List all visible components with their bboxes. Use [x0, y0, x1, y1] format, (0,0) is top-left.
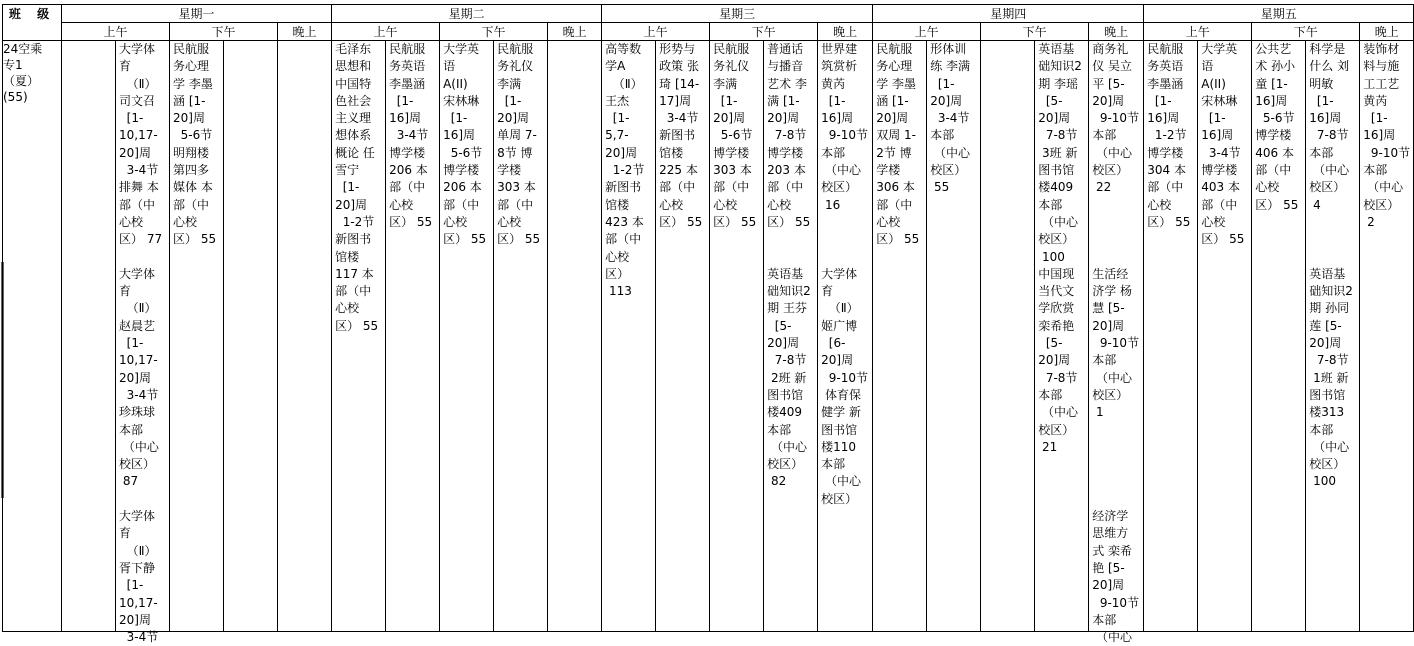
schedule-cell[interactable] — [1360, 41, 1414, 632]
course-entry[interactable]: 科学是 什么 刘 明敏 [1- 16]周 7-8节 本部 （中心 校区） 4 — [1309, 42, 1350, 212]
course-entry[interactable]: 生活经 济学 杨 慧 [5- 20]周 9-10节 本部 （中心 校区） 1 — [1092, 266, 1140, 420]
class-name-cell[interactable] — [3, 41, 62, 632]
slot-header-wednesday-afternoon: 下午 — [710, 23, 818, 41]
cell-content — [278, 41, 331, 631]
cell-content — [1144, 41, 1197, 631]
schedule-cell[interactable] — [602, 41, 656, 632]
course-entry[interactable]: 形体训 练 李满 [1- 20]周 3-4节 本部 （中心 校区） 55 — [930, 42, 971, 195]
cell-content — [494, 41, 547, 631]
course-entry[interactable]: 大学英 语 A(II) 宋林琳 [1- 16]周 3-4节 博学楼 403 本 部（中 心校 区） 55 — [1201, 42, 1245, 247]
slot-header-wednesday-evening: 晚上 — [818, 23, 873, 41]
cell-content — [386, 41, 439, 631]
schedule-cell[interactable] — [1144, 41, 1198, 632]
cell-content — [170, 41, 223, 631]
day-header-monday: 星期一 — [62, 5, 332, 23]
schedule-cell[interactable] — [278, 41, 332, 632]
cell-content — [981, 41, 1034, 631]
course-entry[interactable]: 高等数 学A （Ⅱ） 王杰 [1- 5,7- 20]周 1-2节 新图书 馆楼 423 本 部（中 心校 区） 113 — [605, 42, 645, 299]
schedule-cell[interactable] — [332, 41, 386, 632]
cell-content — [1089, 41, 1143, 645]
course-entry[interactable]: 毛泽东 思想和 中国特 色社会 主义理 想体系 概论 任 雪宁 [1- 20]周 1-2节 新图书 馆楼 117 本 部（中 心校 区） 55 — [335, 42, 379, 333]
schedule-cell[interactable] — [116, 41, 170, 645]
schedule-cell[interactable] — [62, 41, 116, 632]
course-entry[interactable]: 英语基 础知识2 期 李瑶 [5- 20]周 7-8节 3班 新 图书馆 楼409 本部 （中心 校区） 100 — [1038, 42, 1082, 264]
cell-content — [764, 41, 817, 631]
schedule-cell[interactable] — [1198, 41, 1252, 632]
course-entry[interactable]: 民航服 务心理 学 李墨 涵 [1- 20]周 双周 1- 2节 博 学楼 306 本 部（中 心校 区） 55 — [876, 42, 920, 247]
course-entry[interactable]: 大学体 育 （Ⅱ） 赵晨艺 [1- 10,17- 20]周 3-4节 珍珠球 本部 （中心 校区） 87 — [119, 266, 159, 489]
cell-content — [332, 41, 385, 631]
course-entry[interactable]: 大学体 育 （Ⅱ） 胥下静 [1- 10,17- 20]周 3-4节 — [119, 509, 159, 645]
day-header-wednesday: 星期三 — [602, 5, 873, 23]
cell-content — [62, 41, 115, 631]
schedule-cell[interactable] — [386, 41, 440, 632]
slot-header-monday-morning: 上午 — [62, 23, 170, 41]
cell-content — [1035, 41, 1088, 631]
course-entry[interactable]: 民航服 务礼仪 李满 [1- 20]周 5-6节 博学楼 303 本 部（中 心校 区） 55 — [713, 42, 757, 229]
course-entry[interactable]: 民航服 务心理 学 李墨 涵 [1- 20]周 5-6节 明翔楼 第四多 媒体 本 部（中 心校 区） 55 — [173, 42, 217, 247]
class-name: 24空乘 专1 （夏） (55) — [3, 42, 43, 104]
cell-content — [710, 41, 763, 631]
course-entry[interactable]: 大学体 育 （Ⅱ） 姬广博 [6- 20]周 9-10节 体育保 健学 新 图书馆 楼110 本部 （中心 校区） — [821, 266, 869, 506]
schedule-cell[interactable] — [873, 41, 927, 632]
schedule-cell[interactable] — [1035, 41, 1089, 632]
cell-content — [116, 41, 169, 645]
course-entry[interactable]: 大学英 语 A(II) 宋林琳 [1- 16]周 5-6节 博学楼 206 本 部（中 心校 区） 55 — [443, 42, 487, 247]
schedule-cell[interactable] — [764, 41, 818, 632]
day-header-thursday: 星期四 — [873, 5, 1144, 23]
course-entry[interactable]: 经济学 思维方 式 栾希 艳 [5- 20]周 9-10节 本部 （中心 — [1092, 509, 1140, 645]
slot-header-tuesday-morning: 上午 — [332, 23, 440, 41]
cell-content — [602, 41, 655, 631]
course-entry[interactable]: 英语基 础知识2 期 王芬 [5- 20]周 7-8节 2班 新 图书馆 楼409 本部 （中心 校区） 82 — [767, 266, 811, 489]
slot-header-friday-evening: 晚上 — [1360, 23, 1414, 41]
schedule-cell[interactable] — [494, 41, 548, 632]
schedule-cell[interactable] — [927, 41, 981, 632]
cell-content — [224, 41, 277, 631]
schedule-cell[interactable] — [656, 41, 710, 632]
slot-header-wednesday-morning: 上午 — [602, 23, 710, 41]
cell-content — [873, 41, 926, 631]
course-entry[interactable]: 英语基 础知识2 期 孙同 莲 [5- 20]周 7-8节 1班 新 图书馆 楼313 本部 （中心 校区） 100 — [1309, 266, 1353, 489]
cell-content — [818, 41, 872, 631]
schedule-cell[interactable] — [1306, 41, 1360, 632]
slot-header-friday-morning: 上午 — [1144, 23, 1252, 41]
cell-content — [1306, 41, 1359, 631]
cell-content — [1252, 41, 1305, 631]
course-entry[interactable]: 中国现 当代文 学欣赏 栾希艳 [5- 20]周 7-8节 本部 （中心 校区） 21 — [1038, 266, 1079, 454]
day-header-friday: 星期五 — [1144, 5, 1414, 23]
cell-content — [656, 41, 709, 631]
cell-content — [548, 41, 601, 631]
slot-header-thursday-morning: 上午 — [873, 23, 981, 41]
slot-header-monday-afternoon: 下午 — [170, 23, 278, 41]
schedule-cell[interactable] — [1252, 41, 1306, 632]
course-entry[interactable]: 商务礼 仪 吴立 平 [5- 20]周 9-10节 本部 （中心 校区） 22 — [1092, 42, 1140, 195]
schedule-cell[interactable] — [224, 41, 278, 632]
slot-header-thursday-afternoon: 下午 — [981, 23, 1089, 41]
class-header: 班 级 — [3, 5, 62, 41]
schedule-cell[interactable] — [170, 41, 224, 632]
schedule-cell[interactable] — [440, 41, 494, 632]
slot-header-tuesday-afternoon: 下午 — [440, 23, 548, 41]
slot-header-tuesday-evening: 晚上 — [548, 23, 602, 41]
cell-content — [1198, 41, 1251, 631]
class-schedule-table — [2, 4, 1414, 645]
cell-content — [1360, 41, 1413, 631]
course-entry[interactable]: 装饰材 料与施 工工艺 黄芮 [1- 16]周 9-10节 本部 （中心 校区） 2 — [1363, 42, 1411, 229]
schedule-cell[interactable] — [710, 41, 764, 632]
course-entry[interactable]: 民航服 务英语 李墨涵 [1- 16]周 3-4节 博学楼 206 本 部（中 心校 区） 55 — [389, 42, 433, 229]
slot-header-monday-evening: 晚上 — [278, 23, 332, 41]
schedule-cell[interactable] — [1089, 41, 1144, 645]
course-entry[interactable]: 公共艺 术 孙小 童 [1- 16]周 5-6节 博学楼 406 本 部（中 心校 区） 55 — [1255, 42, 1299, 212]
course-entry[interactable]: 普通话 与播音 艺术 李 满 [1- 20]周 7-8节 博学楼 203 本 部（中 心校 区） 55 — [767, 42, 811, 229]
schedule-cell[interactable] — [818, 41, 873, 632]
slot-header-friday-afternoon: 下午 — [1252, 23, 1360, 41]
course-entry[interactable]: 形势与 政策 张 琦 [14- 17]周 3-4节 新图书 馆楼 225 本 部（中 心校 区） 55 — [659, 42, 703, 229]
day-header-tuesday: 星期二 — [332, 5, 602, 23]
course-entry[interactable]: 民航服 务英语 李墨涵 [1- 16]周 1-2节 博学楼 304 本 部（中 心校 区） 55 — [1147, 42, 1191, 229]
schedule-cell[interactable] — [548, 41, 602, 632]
schedule-cell[interactable] — [981, 41, 1035, 632]
slot-header-thursday-evening: 晚上 — [1089, 23, 1144, 41]
cell-content — [440, 41, 493, 631]
course-entry[interactable]: 民航服 务礼仪 李满 [1- 20]周 单周 7- 8节 博 学楼 303 本 部（中 心校 区） 55 — [497, 42, 541, 247]
course-entry[interactable]: 大学体 育 （Ⅱ） 司文召 [1- 10,17- 20]周 3-4节 排舞 本 部（中 心校 区） 77 — [119, 42, 163, 247]
course-entry[interactable]: 世界建 筑赏析 黄芮 [1- 16]周 9-10节 本部 （中心 校区） 16 — [821, 42, 869, 212]
cell-content — [927, 41, 980, 631]
